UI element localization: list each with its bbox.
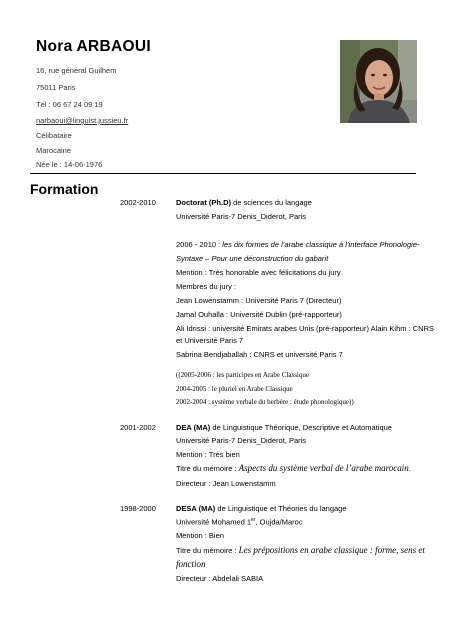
memoire-title-part-2: fonction (176, 559, 206, 569)
entry-mention: Mention : Bien (176, 531, 224, 540)
entry-mention: Mention : Très bien (176, 450, 240, 459)
entry-dates: 2002-2010 (120, 198, 156, 207)
thesis-prefix: 2006 - 2010 : (176, 240, 223, 249)
memoire-title: Aspects du système verbal de l’arabe marocain (238, 463, 409, 473)
jury-member: Sabrina Bendjaballah : CNRS et université Paris 7 (176, 350, 343, 359)
section-title-formation: Formation (30, 181, 99, 197)
entry-degree: Doctorat (Ph.D) (176, 198, 231, 207)
entry-degree-rest: de Linguistique et Théories du langage (215, 504, 347, 513)
memoire-title-part-1: Les prépositions en arabe classique : forme, sens et (238, 545, 425, 555)
memoire-label: Titre du mémoire : (176, 546, 239, 555)
entry-degree: DESA (MA) (176, 504, 216, 513)
research-note: 2002-2004 : système verbale du berbère : étude phonologique)) (176, 398, 354, 406)
entry-degree-line (176, 198, 312, 207)
entry-degree-rest: de sciences du langage (231, 198, 312, 207)
jury-label: Membres du jury : (176, 282, 237, 291)
email-container (36, 116, 128, 125)
jury-member: Jean Lowenstamm : Université Paris 7 (Directeur) (176, 296, 342, 305)
person-name: Nora ARBAOUI (36, 38, 151, 55)
institution-location: , Oujda/Maroc (255, 517, 303, 527)
section-divider (30, 173, 416, 174)
memoire-label: Titre du mémoire : (176, 464, 239, 473)
thesis-title-part-1: les dix formes de l’arabe classique à l’interface Phonologie- (222, 240, 420, 249)
entry-institution: Université Paris-7 Denis_Diderot, Paris (176, 436, 307, 445)
thesis-title-line-1 (176, 240, 420, 249)
memoire-end: . (408, 464, 411, 473)
nationality: Marocaine (36, 146, 72, 155)
entry-director: Directeur : Abdelali SABIA (176, 574, 264, 583)
entry-degree-rest: de Linguistique Théorique, Descriptive et Automatique (210, 423, 392, 432)
memoire-line-1 (176, 545, 425, 555)
entry-director: Directeur : Jean Lowenstamm (176, 479, 276, 488)
jury-member: et Université Paris 7 (176, 336, 244, 345)
institution-name: Université Mohamed 1 (176, 517, 252, 527)
entry-degree-line (176, 423, 392, 432)
marital-status: Célibataire (36, 131, 72, 140)
research-note: 2004-2005 : le pluriel en Arabe Classique (176, 385, 293, 393)
jury-member: Ali Idrissi : université Emirats arabes Unis (pré-rapporteur) Alain Kihm : CNRS (176, 324, 434, 333)
profile-photo (340, 40, 417, 123)
entry-institution (176, 517, 303, 527)
address-city: 75011 Paris (36, 83, 76, 92)
entry-dates: 2001-2002 (120, 423, 156, 432)
institution-sup: er (251, 517, 256, 523)
birth-date: Née le : 14-06-1976 (36, 160, 103, 169)
email-link[interactable]: narbaoui@linguist.jussieu.fr (36, 116, 129, 125)
entry-degree: DEA (MA) (176, 423, 211, 432)
entry-mention: Mention : Très honorable avec félicitations du jury (176, 268, 341, 277)
address-street: 16, rue général Guilhem (36, 66, 117, 75)
entry-degree-line (176, 504, 347, 513)
entry-dates: 1998-2000 (120, 504, 156, 513)
thesis-title-line-2 (176, 254, 328, 263)
phone: Tél : 06 67 24 09 19 (36, 100, 103, 109)
entry-institution: Université Paris-7 Denis_Diderot, Paris (176, 212, 307, 221)
memoire-line (176, 463, 411, 473)
jury-member: Jamal Ouhalla : Université Dublin (pré-rapporteur) (176, 310, 342, 319)
research-note: ((2005-2006 : les participes en Arabe Classique (176, 371, 309, 379)
thesis-title-part-2: Syntaxe – Pour une déconstruction du gabarit (176, 254, 329, 263)
